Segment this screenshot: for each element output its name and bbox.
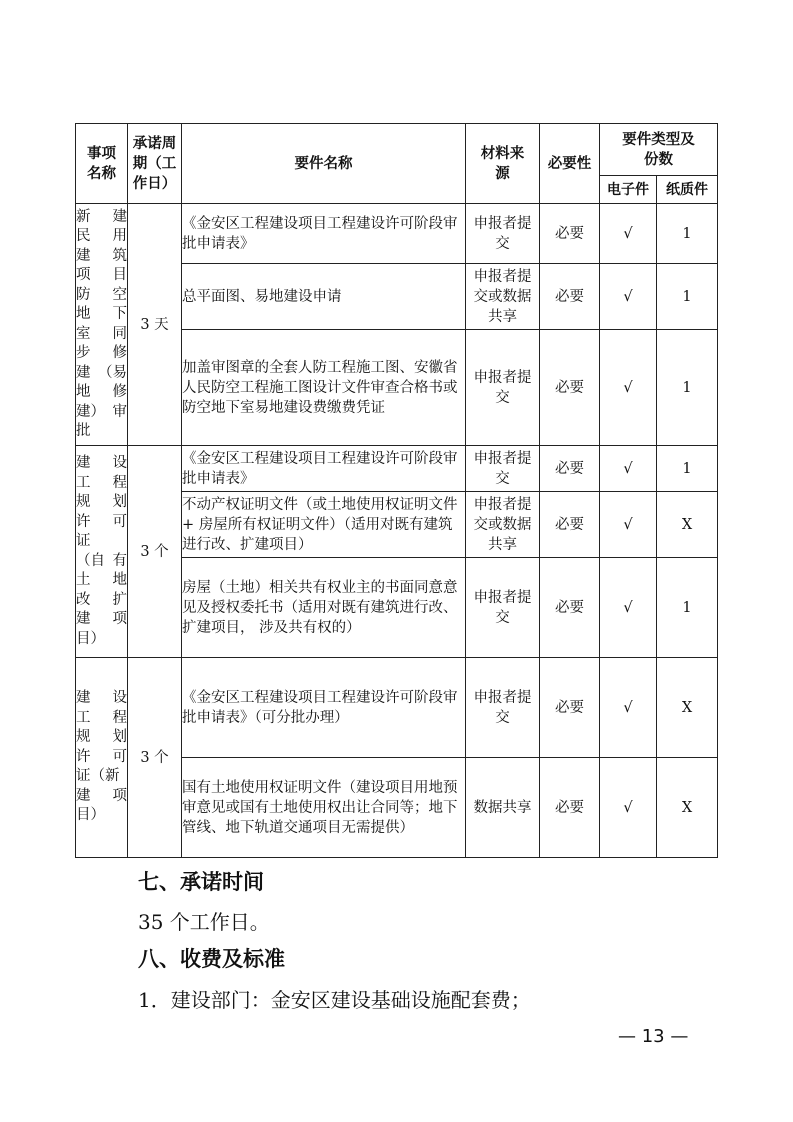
item-name-char: 下: [112, 306, 127, 322]
table-row: [76, 446, 718, 492]
item-name-char: 空: [112, 286, 127, 303]
item-name-char: 目: [112, 267, 127, 283]
paper-cell: 1: [657, 204, 718, 264]
paper-cell: 1: [657, 446, 718, 492]
section-8-item-1: 1．建设部门：金安区建设基础设施配套费；: [138, 988, 531, 1012]
item-name-line: [76, 286, 127, 306]
item-name-line: [76, 787, 127, 807]
item-name-char: 批: [76, 423, 91, 439]
item-name-line: [76, 325, 127, 345]
item-name-line: [76, 748, 127, 768]
section-7-text: 35 个工作日。: [138, 910, 270, 934]
item-name-char: 审: [112, 403, 127, 420]
item-name-line: [76, 630, 127, 650]
item-name-char: 建: [112, 208, 127, 225]
item-name-line: [76, 208, 127, 228]
table-row: [76, 204, 718, 264]
electronic-cell: √: [600, 758, 657, 858]
item-name-char: 建）: [76, 403, 105, 420]
source-cell: 申报者提交或数据共享: [466, 264, 540, 330]
item-name-line: [76, 767, 127, 787]
required-cell: 必要: [540, 264, 600, 330]
item-name-line: [76, 591, 127, 611]
required-cell: 必要: [540, 492, 600, 558]
period-cell: 3 个: [128, 658, 182, 858]
item-name-char: （易: [98, 364, 127, 381]
header-types: 要件类型及份数: [600, 124, 718, 176]
required-cell: 必要: [540, 204, 600, 264]
item-name-char: 民: [76, 228, 91, 244]
requirements-table: [75, 123, 718, 858]
doc-name-cell: 《金安区工程建设项目工程建设许可阶段审批申请表》: [182, 446, 466, 492]
electronic-cell: √: [600, 264, 657, 330]
item-name-char: 目）: [76, 807, 105, 824]
source-cell: 申报者提交: [466, 204, 540, 264]
item-name-char: 建: [76, 690, 91, 707]
item-name-char: 用: [112, 228, 127, 244]
item-name-char: 修: [112, 384, 127, 400]
table-body: [76, 204, 718, 858]
electronic-cell: √: [600, 492, 657, 558]
item-name-char: 建: [76, 247, 91, 264]
item-name-line: [76, 305, 127, 325]
item-name-char: 地: [76, 306, 91, 322]
electronic-cell: √: [600, 658, 657, 758]
source-cell: 数据共享: [466, 758, 540, 858]
item-name-char: 证: [76, 533, 91, 549]
doc-name-cell: 《金安区工程建设项目工程建设许可阶段审批申请表》: [182, 204, 466, 264]
item-name-char: 修: [112, 345, 127, 361]
item-name-line: [76, 513, 127, 533]
item-name-line: [76, 571, 127, 591]
item-name-line: [76, 728, 127, 748]
header-doc-name: 要件名称: [182, 124, 466, 204]
header-electronic: 电子件: [600, 176, 657, 204]
item-name-char: 划: [112, 494, 127, 510]
item-name-char: 项: [112, 611, 127, 627]
doc-name-cell: 国有土地使用权证明文件（建设项目用地预审意见或国有土地使用权出让合同等；地下管线、地下轨道交通项目无需提供）: [182, 758, 466, 858]
required-cell: 必要: [540, 330, 600, 446]
item-name-char: 工: [76, 709, 91, 726]
item-name-char: 目）: [76, 630, 105, 647]
electronic-cell: √: [600, 558, 657, 658]
item-name-char: 新: [76, 208, 91, 225]
item-name-char: 规: [76, 729, 91, 746]
item-name-line: [76, 403, 127, 423]
paper-cell: 1: [657, 330, 718, 446]
required-cell: 必要: [540, 558, 600, 658]
header-required: 必要性: [540, 124, 600, 204]
header-source: 材料来源: [466, 124, 540, 204]
item-name-char: 程: [112, 709, 127, 726]
electronic-cell: √: [600, 330, 657, 446]
item-name-line: [76, 422, 127, 442]
source-cell: 申报者提交或数据共享: [466, 492, 540, 558]
doc-name-cell: 房屋（土地）相关共有权业主的书面同意意见及授权委托书（适用对既有建筑进行改、扩建项目， 涉及共有权的）: [182, 558, 466, 658]
item-name-char: 设: [112, 455, 127, 471]
item-name-char: 土: [76, 572, 91, 588]
required-cell: 必要: [540, 446, 600, 492]
section-7-title: 七、承诺时间: [138, 870, 264, 894]
item-name-line: [76, 474, 127, 494]
header-item-name: 事项名称: [76, 124, 128, 204]
item-name-line: [76, 364, 127, 384]
item-name-line: [76, 493, 127, 513]
header-period: 承诺周期（工作日）: [128, 124, 182, 204]
item-name-char: （自: [76, 552, 105, 569]
item-name-char: 规: [76, 494, 91, 510]
item-name-char: 项: [112, 787, 127, 804]
item-name-char: 扩: [112, 591, 127, 608]
item-name-char: 建: [76, 611, 91, 627]
section-8-title: 八、收费及标准: [138, 947, 285, 971]
item-name-char: 室: [76, 325, 91, 342]
item-name-line: [76, 266, 127, 286]
item-name-char: 程: [112, 474, 127, 491]
paper-cell: X: [657, 758, 718, 858]
item-name-line: [76, 247, 127, 267]
item-name-char: 防: [76, 286, 91, 303]
item-name-line: [76, 383, 127, 403]
item-name-char: 可: [112, 748, 127, 765]
item-name-char: 建: [76, 787, 91, 804]
item-name-char: 改: [76, 591, 91, 608]
item-name-line: [76, 344, 127, 364]
source-cell: 申报者提交: [466, 658, 540, 758]
item-name-char: 筑: [112, 247, 127, 264]
source-cell: 申报者提交: [466, 558, 540, 658]
item-name-char: 同: [112, 325, 127, 342]
item-name-line: [76, 227, 127, 247]
item-name-char: 许: [76, 513, 91, 530]
item-name-char: 可: [112, 513, 127, 530]
item-name-cell: [76, 446, 128, 658]
item-name-line: [76, 532, 127, 552]
paper-cell: X: [657, 492, 718, 558]
item-name-char: 步: [76, 345, 91, 361]
item-name-line: [76, 454, 127, 474]
item-name-char: 工: [76, 474, 91, 491]
item-name-char: 证（新: [76, 768, 120, 785]
doc-name-cell: 加盖审图章的全套人防工程施工图、安徽省人民防空工程施工图设计文件审查合格书或防空地下室易地建设费缴费凭证: [182, 330, 466, 446]
paper-cell: 1: [657, 558, 718, 658]
paper-cell: X: [657, 658, 718, 758]
electronic-cell: √: [600, 446, 657, 492]
item-name-cell: [76, 658, 128, 858]
item-name-line: [76, 610, 127, 630]
item-name-char: 项: [76, 267, 91, 283]
header-paper: 纸质件: [657, 176, 718, 204]
item-name-char: 地: [112, 572, 127, 588]
period-cell: 3 个: [128, 446, 182, 658]
electronic-cell: √: [600, 204, 657, 264]
required-cell: 必要: [540, 758, 600, 858]
item-name-line: [76, 806, 127, 826]
source-cell: 申报者提交: [466, 330, 540, 446]
doc-name-cell: 不动产权证明文件（或土地使用权证明文件 + 房屋所有权证明文件）（适用对既有建筑进行改、扩建项目）: [182, 492, 466, 558]
item-name-char: 许: [76, 748, 91, 765]
item-name-line: [76, 689, 127, 709]
item-name-char: 建: [76, 455, 91, 471]
item-name-char: 设: [112, 690, 127, 707]
source-cell: 申报者提交: [466, 446, 540, 492]
doc-name-cell: 《金安区工程建设项目工程建设许可阶段审批申请表》（可分批办理）: [182, 658, 466, 758]
item-name-line: [76, 709, 127, 729]
item-name-char: 划: [112, 729, 127, 746]
item-name-char: 建: [76, 364, 91, 381]
period-cell: 3 天: [128, 204, 182, 446]
doc-name-cell: 总平面图、易地建设申请: [182, 264, 466, 330]
item-name-char: 有: [112, 552, 127, 569]
required-cell: 必要: [540, 658, 600, 758]
paper-cell: 1: [657, 264, 718, 330]
page-number: — 13 —: [618, 1026, 689, 1047]
item-name-line: [76, 552, 127, 572]
table-row: [76, 658, 718, 758]
item-name-cell: [76, 204, 128, 446]
item-name-char: 地: [76, 384, 91, 400]
